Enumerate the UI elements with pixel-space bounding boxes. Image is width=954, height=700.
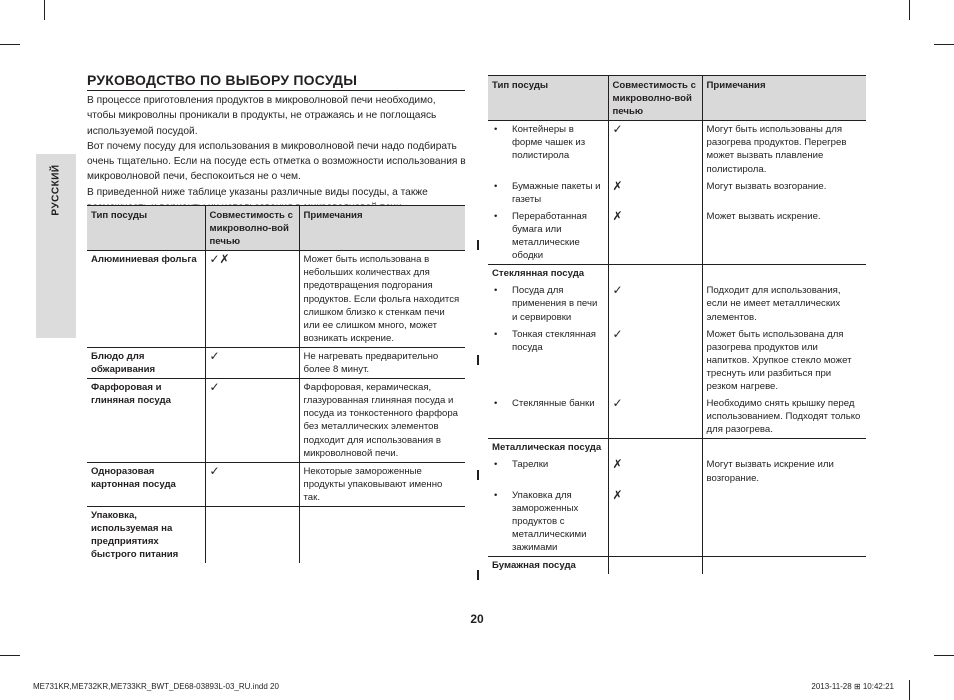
bullet: • (494, 398, 498, 410)
compat-mark: ✓ (608, 121, 702, 178)
crop-mark (934, 655, 954, 656)
list-item (488, 121, 866, 178)
header-notes: Примечания (299, 206, 465, 251)
cookware-note: Необходимо снять крышку перед использованием. Подходят только для разогрева. (702, 395, 866, 439)
intro-paragraph: Вот почему посуду для использования в микроволновой печи надо подбирать очень тщательно. Если на посуде есть отметка о возможности использования в микроволновой печи, беспокоиться не о чем. (87, 140, 466, 183)
header-compat: Совместимость с микроволно-вой печью (205, 206, 299, 251)
header-compat: Совместимость с микроволно-вой печью (608, 76, 702, 121)
cookware-note (702, 487, 866, 557)
crop-mark (934, 44, 954, 45)
list-item (488, 178, 866, 208)
column-divider (477, 570, 479, 580)
cookware-name: Тарелки (512, 459, 549, 471)
crop-mark (0, 44, 20, 45)
cookware-name: Упаковка для замороженных продуктов с металлическими зажимами (512, 489, 587, 553)
table-row (87, 251, 465, 348)
table-row (87, 379, 465, 463)
bullet: • (494, 210, 498, 222)
column-divider (477, 470, 479, 480)
bullet: • (494, 489, 498, 501)
group-row (488, 557, 866, 575)
table-row (87, 506, 465, 563)
cookware-table-left (87, 205, 465, 563)
bullet: • (494, 459, 498, 471)
compat-mark: ✓ (205, 347, 299, 378)
cookware-name: Стеклянные банки (512, 398, 595, 410)
cookware-name: Контейнеры в форме чашек из полистирола (512, 124, 586, 162)
cookware-name: Фарфоровая и глиняная посуда (91, 382, 171, 407)
list-item (488, 282, 866, 325)
cookware-name: Алюминиевая фольга (91, 254, 197, 266)
cookware-note: Может быть использована для разогрева продуктов или напитков. Хрупкое стекло может треснуть или разбиться при резком нагреве. (702, 326, 866, 395)
compat-mark: ✗ (608, 456, 702, 486)
cookware-note: Подходит для использования, если не имеет металлических элементов. (702, 282, 866, 325)
language-label: РУССКИЙ (50, 164, 62, 216)
table-row (87, 462, 465, 506)
list-item (488, 487, 866, 557)
cookware-note: Могут вызвать искрение или возгорание. (702, 456, 866, 486)
group-row (488, 439, 866, 457)
compat-mark: ✓ (608, 282, 702, 325)
column-divider (477, 355, 479, 365)
cookware-table-right (488, 75, 866, 574)
group-title: Металлическая посуда (492, 442, 602, 454)
crop-mark (44, 0, 45, 20)
crop-mark (909, 0, 910, 20)
list-item (488, 456, 866, 486)
page-title: РУКОВОДСТВО ПО ВЫБОРУ ПОСУДЫ (87, 72, 465, 91)
cookware-note (299, 506, 465, 563)
compat-mark: ✓ (205, 462, 299, 506)
header-type: Тип посуды (87, 206, 205, 251)
list-item (488, 326, 866, 395)
table-header-row (87, 206, 465, 251)
crop-mark (0, 655, 20, 656)
compat-mark: ✗ (608, 487, 702, 557)
cookware-name: Тонкая стеклянная посуда (512, 328, 596, 353)
intro-paragraph: В процессе приготовления продуктов в микроволновой печи необходимо, чтобы микроволны проникали в продукты, не отражаясь и не поглощаясь используемой посудой. (87, 95, 437, 137)
cookware-name: Упаковка, используемая на предприятиях быстрого питания (91, 509, 179, 561)
compat-mark (205, 506, 299, 563)
cookware-name: Посуда для применения в печи и сервировки (512, 285, 598, 323)
header-type: Тип посуды (488, 76, 608, 121)
group-title: Бумажная посуда (492, 560, 576, 572)
table-row (87, 347, 465, 378)
footer-timestamp: 2013-11-28 ⊞ 10:42:21 (811, 682, 894, 691)
crop-mark (909, 680, 910, 700)
intro-text (87, 93, 467, 215)
compat-mark: ✗ (608, 178, 702, 208)
cookware-note: Не нагревать предварительно более 8 минут. (299, 347, 465, 378)
bullet: • (494, 328, 498, 340)
intro-paragraph: В приведенной ниже таблице указаны различные виды посуды, а также (87, 186, 428, 198)
cookware-note: Фарфоровая, керамическая, глазурованная глиняная посуда и посуда из тонкостенного фарфора без металлических элементов подходит для использования в микроволновой печи. (299, 379, 465, 463)
cookware-note: Некоторые замороженные продукты упаковывают именно так. (299, 462, 465, 506)
bullet: • (494, 124, 498, 136)
cookware-note: Может вызвать искрение. (702, 208, 866, 265)
table-header-row (488, 76, 866, 121)
column-divider (477, 240, 479, 250)
cookware-name: Одноразовая картонная посуда (91, 465, 176, 490)
footer-file-info: ME731KR,ME732KR,ME733KR_BWT_DE68-03893L-03_RU.indd 20 (33, 682, 279, 691)
compat-mark: ✓ (608, 326, 702, 395)
group-row (488, 265, 866, 283)
page-number: 20 (470, 612, 484, 626)
compat-mark: ✓✗ (205, 251, 299, 348)
cookware-note: Могут вызвать возгорание. (702, 178, 866, 208)
compat-mark: ✓ (205, 379, 299, 463)
bullet: • (494, 180, 498, 192)
cookware-name: Переработанная бумага или металлические ободки (512, 210, 587, 262)
bullet: • (494, 285, 498, 297)
cookware-note: Может быть использована в небольших количествах для предотвращения подгорания продуктов. Если фольга находится слишком близко к стенкам печи или ее слишком много, может возникать искрение. (299, 251, 465, 348)
cookware-name: Бумажные пакеты и газеты (512, 180, 601, 205)
compat-mark: ✗ (608, 208, 702, 265)
cookware-name: Блюдо для обжаривания (91, 350, 156, 376)
compat-mark: ✓ (608, 395, 702, 439)
list-item (488, 395, 866, 439)
group-title: Стеклянная посуда (492, 268, 585, 280)
list-item (488, 208, 866, 265)
cookware-note: Могут быть использованы для разогрева продуктов. Перегрев может вызвать плавление полистирола. (702, 121, 866, 178)
header-notes: Примечания (702, 76, 866, 121)
